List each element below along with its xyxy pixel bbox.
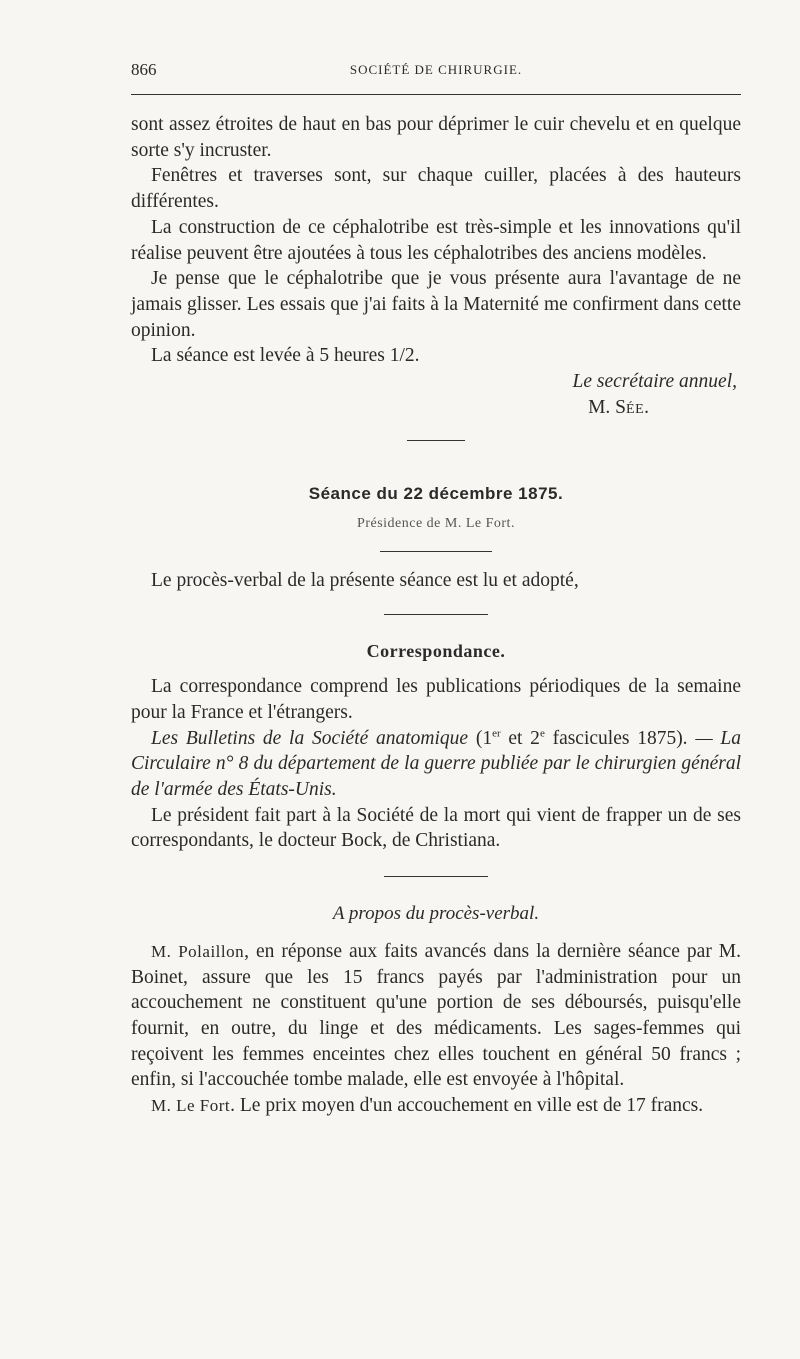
header-rule bbox=[131, 94, 741, 95]
polaillon-paragraph: M. Polaillon, en réponse aux faits avancés dans la dernière séance par M. Boinet, assure que les 15 francs payés par l'administration pour un accouchement ne constituent qu'une portion de ses déboursés, puisqu'elle fournit, en outre, du linge et des médicaments. Les sages-femmes qui reçoivent les femmes enceintes chez elles touchent en général 50 francs ; enfin, si l'accouchée tombe malade, elle est envoyée à l'hôpital. bbox=[131, 940, 741, 1091]
presidence-line: Présidence de M. Le Fort. bbox=[357, 516, 515, 532]
section-divider bbox=[407, 440, 465, 441]
section-divider bbox=[384, 614, 488, 615]
proces-verbal-line: Le procès-verbal de la présente séance est lu et adopté, bbox=[151, 569, 579, 591]
lefort-paragraph: M. Le Fort. Le prix moyen d'un accouchement en ville est de 17 francs. bbox=[151, 1095, 704, 1117]
paragraph-fenetres: Fenêtres et traverses sont, sur chaque cuiller, placées à des hauteurs différentes. bbox=[131, 165, 741, 213]
section-divider bbox=[384, 876, 488, 877]
bulletins-paragraph: Les Bulletins de la Société anatomique (1er et 2e fascicules 1875). — La Circulaire n° 8 du département de la guerre publiée par le chirurgien général de l'armée des États-Unis. bbox=[131, 727, 741, 801]
paragraph-seance-levee: La séance est levée à 5 heures 1/2. bbox=[151, 345, 420, 367]
paragraph-opinion: Je pense que le céphalotribe que je vous présente aura l'avantage de ne jamais glisser. Les essais que j'ai faits à la Maternité me confirment dans cette opinion. bbox=[131, 268, 741, 341]
paragraph-construction: La construction de ce céphalotribe est très-simple et les innovations qu'il réalise peuvent être ajoutées à tous les céphalotribes des anciens modèles. bbox=[131, 216, 741, 264]
apropos-title: A propos du procès-verbal. bbox=[332, 903, 540, 925]
correspondance-paragraph: La correspondance comprend les publications périodiques de la semaine pour la France et l'étrangers. bbox=[131, 676, 741, 723]
seance-title: Séance du 22 décembre 1875. bbox=[308, 484, 564, 504]
president-paragraph: Le président fait part à la Société de la mort qui vient de frapper un de ses correspondants, le docteur Bock, de Christiana. bbox=[131, 804, 741, 852]
section-divider bbox=[380, 551, 492, 552]
page-number: 866 bbox=[131, 60, 157, 79]
running-head bbox=[131, 60, 741, 86]
correspondance-title: Correspondance. bbox=[366, 640, 506, 661]
signature-name: M. SÉE. bbox=[588, 396, 649, 418]
paragraph-continuation: sont assez étroites de haut en bas pour déprimer le cuir chevelu et en quelque sorte s'y incruster. bbox=[131, 114, 741, 161]
signature-title: Le secrétaire annuel, bbox=[572, 371, 737, 393]
running-title: SOCIÉTÉ DE CHIRURGIE. bbox=[349, 62, 523, 77]
body-text bbox=[131, 112, 741, 1119]
